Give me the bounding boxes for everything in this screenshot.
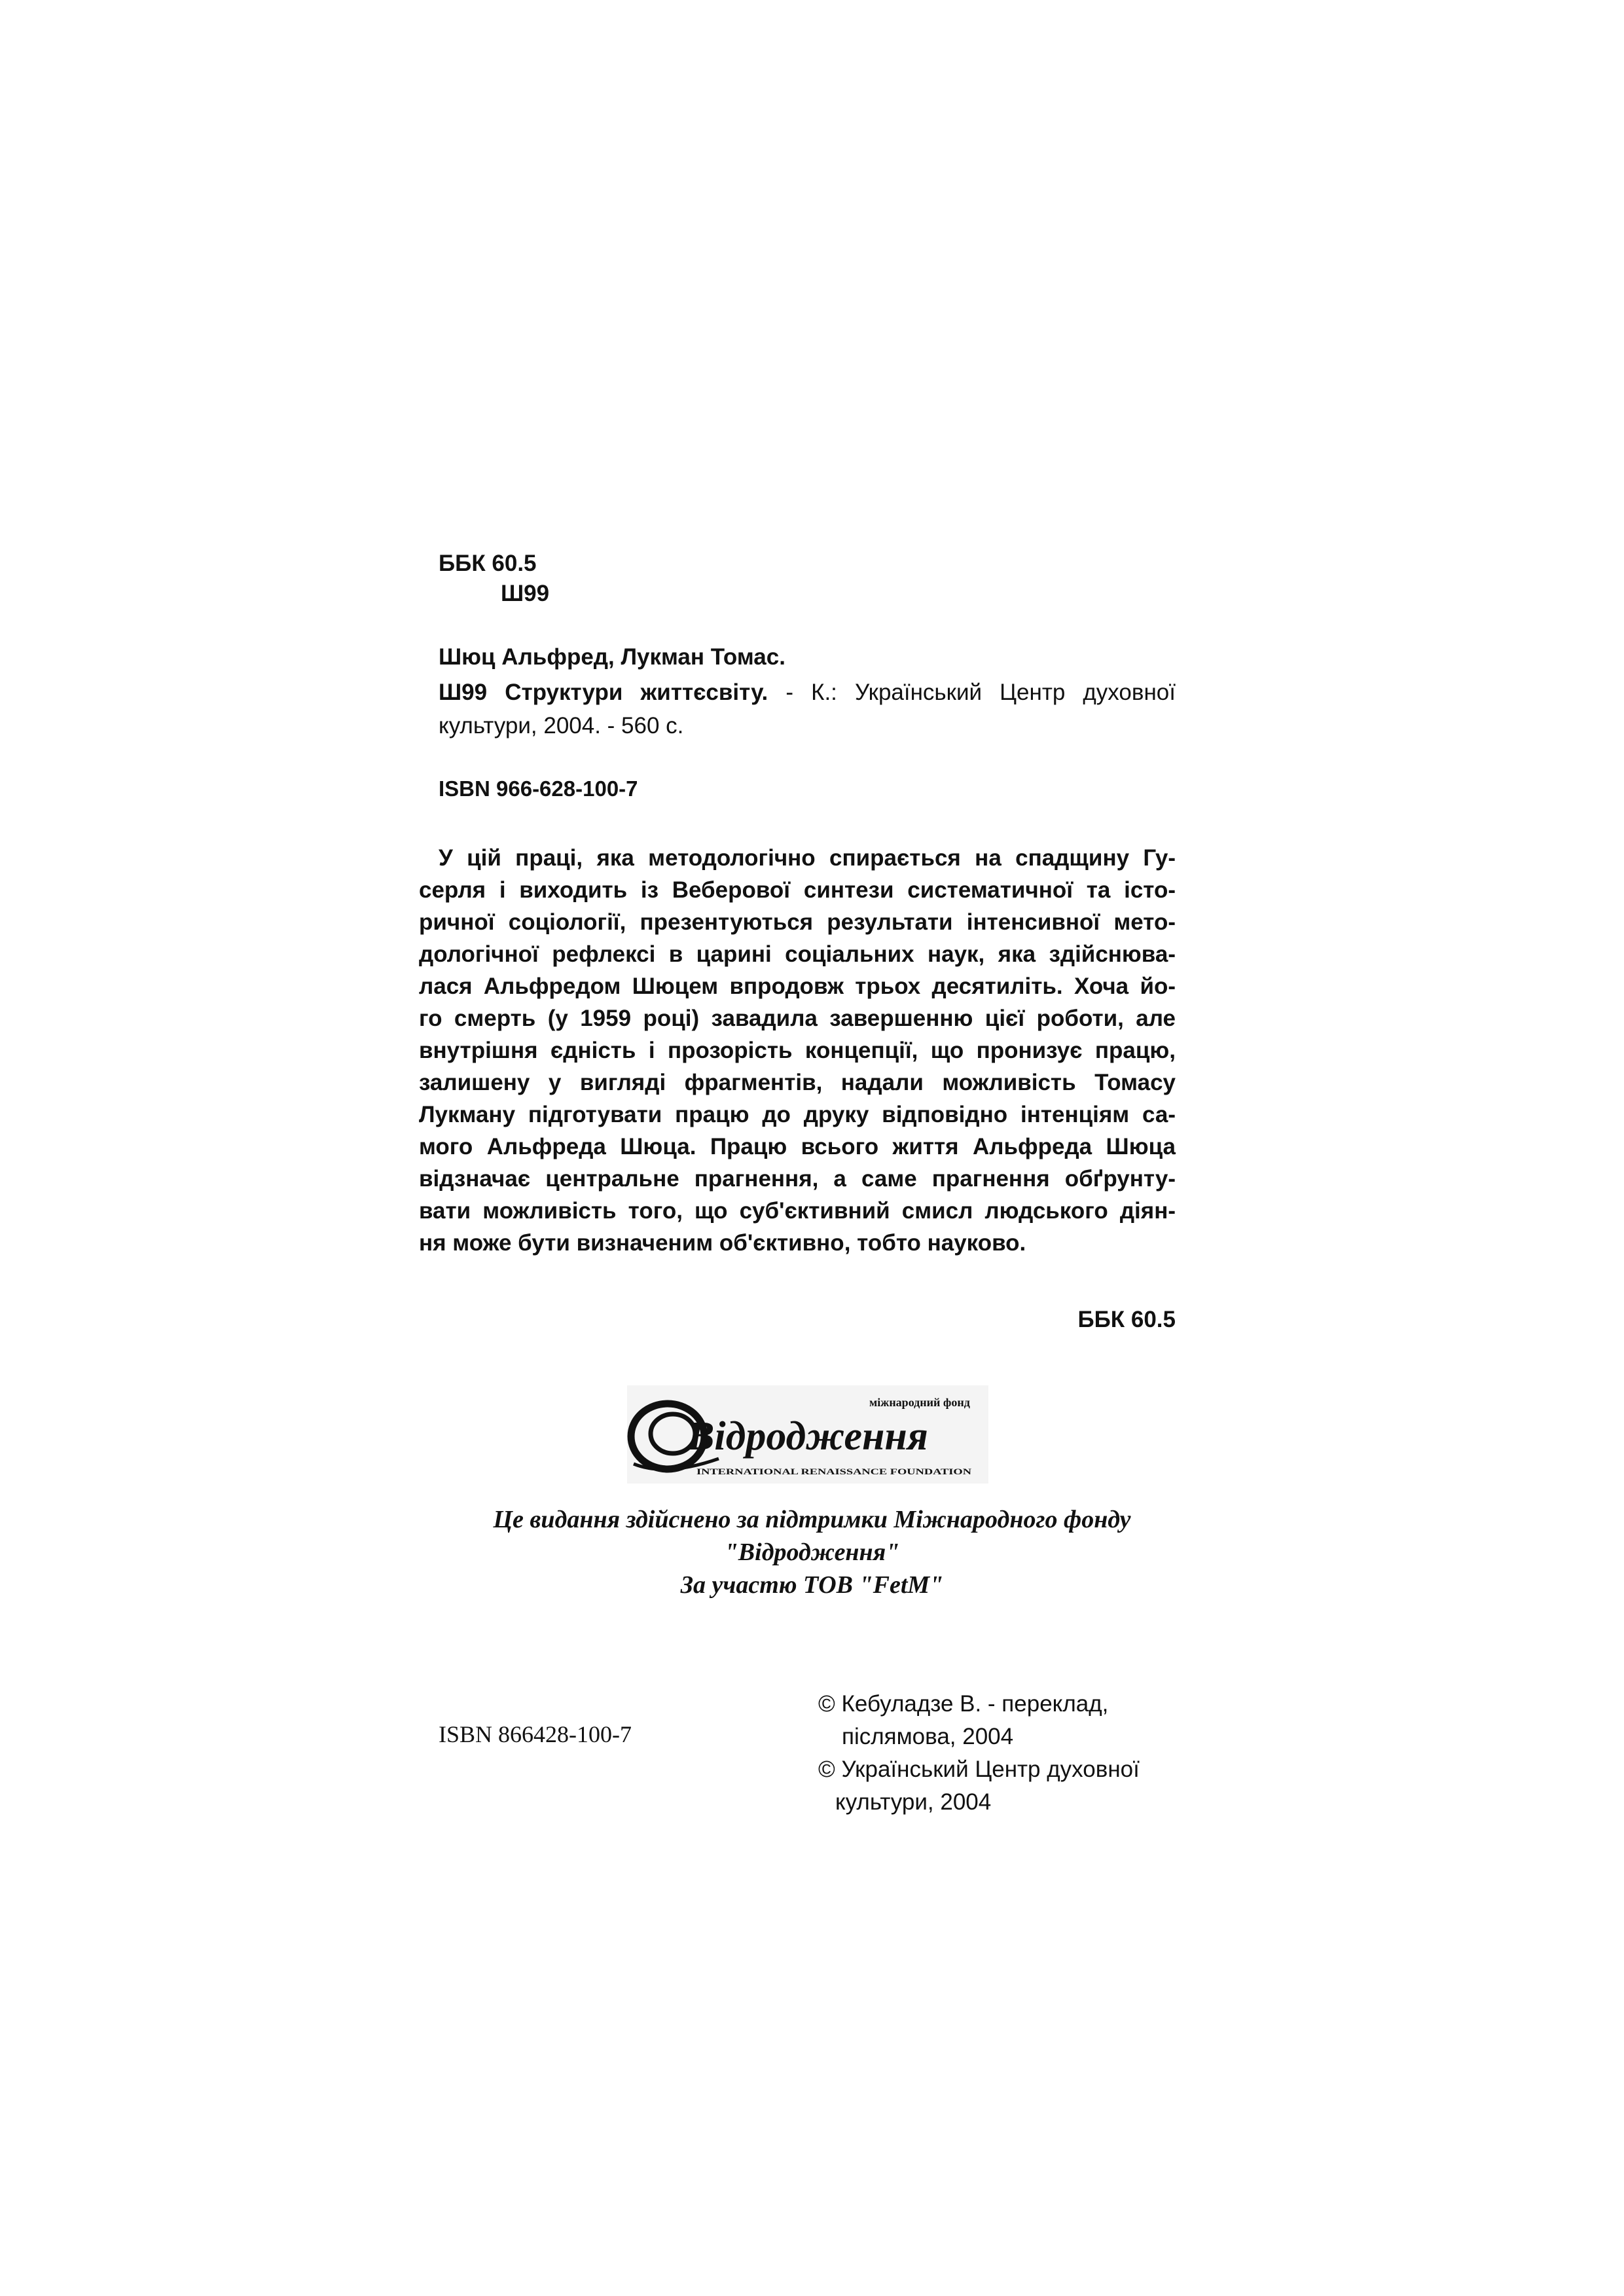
abstract-line: відзначає центральне прагнення, а саме прагнення обґрунту-: [419, 1166, 1176, 1192]
record-mark: Ш99: [439, 680, 488, 705]
copyright-line: культури, 2004: [835, 1789, 992, 1815]
copyright-block: [818, 1688, 1140, 1819]
copyright-line: післямова, 2004: [842, 1724, 1014, 1749]
bbk-code-bottom: ББК 60.5: [1077, 1307, 1176, 1332]
bbk-code: ББК 60.5: [439, 551, 537, 576]
isbn-bottom: ISBN 866428-100-7: [439, 1721, 632, 1747]
renaissance-foundation-logo: [627, 1385, 988, 1484]
authors-heading: Шюц Альфред, Лукман Томас.: [439, 644, 785, 670]
abstract-line: Лукману підготувати працю до друку відповідно інтенціям са-: [419, 1102, 1176, 1127]
abstract-line: внутрішня єдність і прозорість концепції, що пронизує працю,: [419, 1038, 1176, 1063]
abstract-line: У цій праці, яка методологічно спирається на спадщину Гу-: [439, 845, 1176, 871]
support-note: [0, 1503, 1624, 1601]
abstract-line: мого Альфреда Шюца. Працю всього життя Альфреда Шюца: [419, 1134, 1176, 1159]
abstract-line: ня може бути визначеним об'єктивно, тобто науково.: [419, 1230, 1026, 1256]
copyright-line: © Український Центр духовної: [818, 1757, 1140, 1782]
imprint: - К.: Український Центр духовної культури, 2004. - 560 с.: [439, 680, 1176, 738]
abstract: [419, 842, 1176, 1259]
book-title: Структури життєсвіту.: [505, 680, 768, 705]
logo-small-text: міжнародний фонд: [869, 1396, 970, 1409]
author-mark: Ш99: [501, 581, 550, 606]
abstract-line: лася Альфредом Шюцем впродовж трьох десятиліть. Хоча йо-: [419, 974, 1176, 999]
bibliographic-record: [439, 676, 1176, 742]
abstract-line: дологічної рефлексі в царині соціальних наук, яка здійснюва-: [419, 941, 1176, 967]
abstract-line: ричної соціології, презентуються результати інтенсивної мето-: [419, 909, 1176, 935]
abstract-line: серля і виходить із Веберової синтези систематичної та істо-: [419, 877, 1176, 903]
support-line: Це видання здійснено за підтримки Міжнародного фонду: [493, 1506, 1131, 1533]
logo-sub-text: INTERNATIONAL RENAISSANCE FOUNDATION: [696, 1467, 972, 1476]
bbk-index-block: [439, 549, 549, 609]
abstract-line: вати можливість того, що суб'єктивний смисл людського діян-: [419, 1198, 1176, 1224]
support-line: За участю ТОВ "FetM": [680, 1571, 944, 1599]
logo-main-text: Відродження: [687, 1414, 928, 1459]
isbn-top: ISBN 966-628-100-7: [439, 776, 638, 801]
support-line: "Відродження": [724, 1539, 900, 1566]
abstract-line: го смерть (у 1959 році) завадила завершенню цієї роботи, але: [419, 1006, 1176, 1031]
abstract-line: залишену у вигляді фрагментів, надали можливість Томасу: [419, 1070, 1176, 1095]
copyright-line: © Кебуладзе В. - переклад,: [818, 1691, 1109, 1717]
